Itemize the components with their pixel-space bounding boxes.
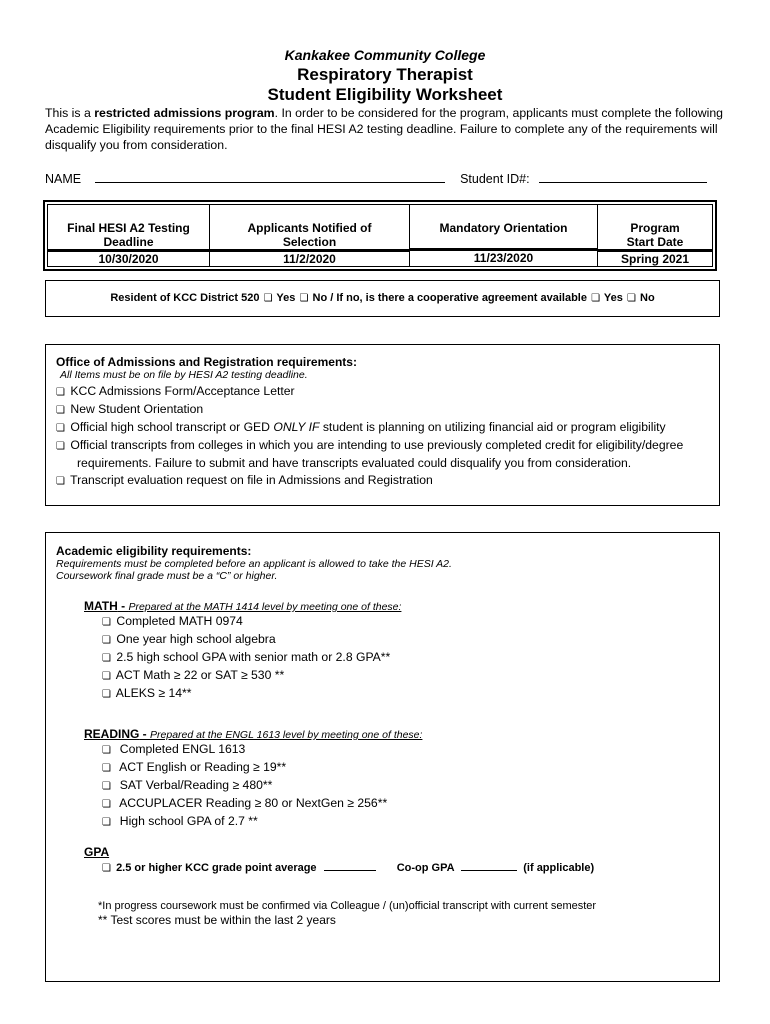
intro-bold: restricted admissions program: [94, 106, 275, 120]
date-col-notified: [210, 205, 410, 266]
office-item-label: KCC Admissions Form/Acceptance Letter: [70, 384, 295, 398]
date-label: Applicants Notified of Selection: [247, 221, 372, 249]
office-note: All Items must be on file by HESI A2 testing deadline.: [60, 369, 308, 381]
checkbox-icon[interactable]: ❏: [102, 745, 111, 756]
checkbox-icon[interactable]: ❏: [102, 635, 111, 646]
footnote-1: *In progress coursework must be confirmed via Colleague / (un)official transcript with current semester: [98, 900, 597, 912]
date-value: Spring 2021: [598, 249, 712, 266]
reading-item-label: Completed ENGL 1613: [119, 742, 246, 756]
name-field[interactable]: [95, 171, 445, 183]
name-row: [45, 171, 725, 186]
footnote-2: ** Test scores must be within the last 2 years: [98, 913, 336, 927]
math-item-label: ALEKS ≥ 14**: [115, 686, 192, 700]
math-item-label: Completed MATH 0974: [116, 614, 243, 628]
intro-paragraph: [45, 105, 725, 153]
residency-box: [45, 280, 720, 317]
checkbox-icon[interactable]: ❏: [263, 293, 273, 304]
residency-no2: No: [640, 292, 655, 304]
checkbox-icon[interactable]: ❏: [102, 763, 111, 774]
math-item: [102, 685, 719, 703]
office-item: [56, 437, 719, 455]
checkbox-icon[interactable]: ❏: [626, 293, 636, 304]
gpa-line: [102, 861, 719, 874]
reading-heading: READING - Prepared at the ENGL 1613 level by meeting one of these:: [84, 727, 423, 741]
office-item-label-rest: student is planning on utilizing financial aid or program eligibility: [319, 420, 666, 434]
student-id-field[interactable]: [539, 171, 707, 183]
only-if-text: ONLY IF: [273, 420, 320, 434]
reading-item: [102, 795, 719, 813]
academic-heading: Academic eligibility requirements:: [56, 544, 252, 558]
reading-title: READING: [84, 727, 140, 741]
date-label: Mandatory Orientation: [439, 221, 568, 235]
reading-desc: Prepared at the ENGL 1613 level by meeting one of these:: [150, 729, 423, 741]
office-item: [56, 472, 719, 490]
program-title: Respiratory Therapist: [297, 65, 473, 84]
date-col-start: [598, 205, 712, 266]
reading-item: [102, 813, 719, 831]
academic-note-1: Requirements must be completed before an applicant is allowed to take the HESI A2.: [56, 558, 452, 570]
checkbox-icon[interactable]: ❏: [56, 387, 65, 398]
residency-label: Resident of KCC District 520: [110, 292, 260, 304]
reading-item-label: SAT Verbal/Reading ≥ 480**: [119, 778, 273, 792]
date-col-orientation: [410, 205, 598, 266]
reading-item-label: High school GPA of 2.7 **: [119, 814, 258, 828]
reading-item: [102, 777, 719, 795]
date-value: 11/2/2020: [210, 249, 409, 266]
office-requirements-box: [45, 344, 720, 506]
date-label: Final HESI A2 Testing Deadline: [67, 221, 190, 249]
checkbox-icon[interactable]: ❏: [102, 671, 111, 682]
gpa-coop-field[interactable]: [461, 861, 517, 871]
reading-item: [102, 759, 719, 777]
office-item-label: New Student Orientation: [70, 402, 204, 416]
checkbox-icon[interactable]: ❏: [299, 293, 309, 304]
office-heading: Office of Admissions and Registration requirements:: [56, 355, 357, 369]
math-item: [102, 667, 719, 685]
college-name: Kankakee Community College: [284, 47, 486, 63]
office-item-label: Transcript evaluation request on file in Admissions and Registration: [70, 473, 433, 487]
math-item: [102, 613, 719, 631]
reading-item-label: ACCUPLACER Reading ≥ 80 or NextGen ≥ 256**: [119, 796, 388, 810]
gpa-kcc-label: 2.5 or higher KCC grade point average: [116, 862, 317, 874]
office-item-label: Official transcripts from colleges in which you are intending to use previously completed credit for eligibility/degree: [70, 438, 684, 452]
worksheet-title: Student Eligibility Worksheet: [267, 85, 503, 104]
office-item: [56, 419, 719, 437]
student-id-label: Student ID#:: [460, 172, 530, 186]
date-label: Program Start Date: [626, 221, 684, 249]
residency-yes2: Yes: [603, 292, 623, 304]
checkbox-icon[interactable]: ❏: [56, 476, 65, 487]
dates-table: [43, 200, 717, 271]
math-title: MATH: [84, 599, 118, 613]
math-item-label: 2.5 high school GPA with senior math or 2.8 GPA**: [116, 650, 391, 664]
gpa-coop-suffix: (if applicable): [523, 862, 595, 874]
checkbox-icon[interactable]: ❏: [591, 293, 601, 304]
math-item: [102, 649, 719, 667]
checkbox-icon[interactable]: ❏: [56, 405, 65, 416]
checkbox-icon[interactable]: ❏: [102, 781, 111, 792]
name-label: NAME: [45, 172, 82, 186]
date-value: 11/23/2020: [410, 248, 597, 266]
math-item: [102, 631, 719, 649]
office-item-label: Official high school transcript or GED: [70, 420, 274, 434]
math-item-label: One year high school algebra: [116, 632, 276, 646]
date-col-hesi: [48, 205, 210, 266]
checkbox-icon[interactable]: ❏: [102, 817, 111, 828]
checkbox-icon[interactable]: ❏: [102, 799, 111, 810]
intro-rest: . In order to be considered for the program, applicants must complete the following Academic Eligibility requirements prior to the final HESI A2 testing deadline. Failure to complete any of the requirements will disqualify you from consideration.: [45, 106, 724, 152]
checkbox-icon[interactable]: ❏: [56, 423, 65, 434]
academic-requirements-box: [45, 532, 720, 982]
date-value: 10/30/2020: [48, 249, 209, 266]
checkbox-icon[interactable]: ❏: [102, 689, 111, 700]
office-item: [56, 401, 719, 419]
checkbox-icon[interactable]: ❏: [102, 653, 111, 664]
checkbox-icon[interactable]: ❏: [102, 863, 111, 874]
reading-item: [102, 741, 719, 759]
reading-item-label: ACT English or Reading ≥ 19**: [119, 760, 287, 774]
checkbox-icon[interactable]: ❏: [102, 617, 111, 628]
office-item-continued: requirements. Failure to submit and have transcripts evaluated could disqualify you from consideration.: [77, 456, 632, 470]
gpa-coop-label: Co-op GPA: [396, 862, 455, 874]
residency-middle: No / If no, is there a cooperative agreement available: [312, 292, 587, 304]
intro-prefix: This is a: [45, 106, 95, 120]
math-desc: Prepared at the MATH 1414 level by meeting one of these:: [128, 601, 402, 613]
residency-yes: Yes: [276, 292, 296, 304]
checkbox-icon[interactable]: ❏: [56, 441, 65, 452]
math-heading: MATH - Prepared at the MATH 1414 level by meeting one of these:: [84, 599, 402, 613]
academic-note-2: Coursework final grade must be a “C” or higher.: [56, 570, 278, 582]
gpa-heading: GPA: [84, 845, 110, 859]
office-item: [56, 383, 719, 401]
math-item-label: ACT Math ≥ 22 or SAT ≥ 530 **: [115, 668, 285, 682]
gpa-kcc-field[interactable]: [324, 861, 376, 871]
